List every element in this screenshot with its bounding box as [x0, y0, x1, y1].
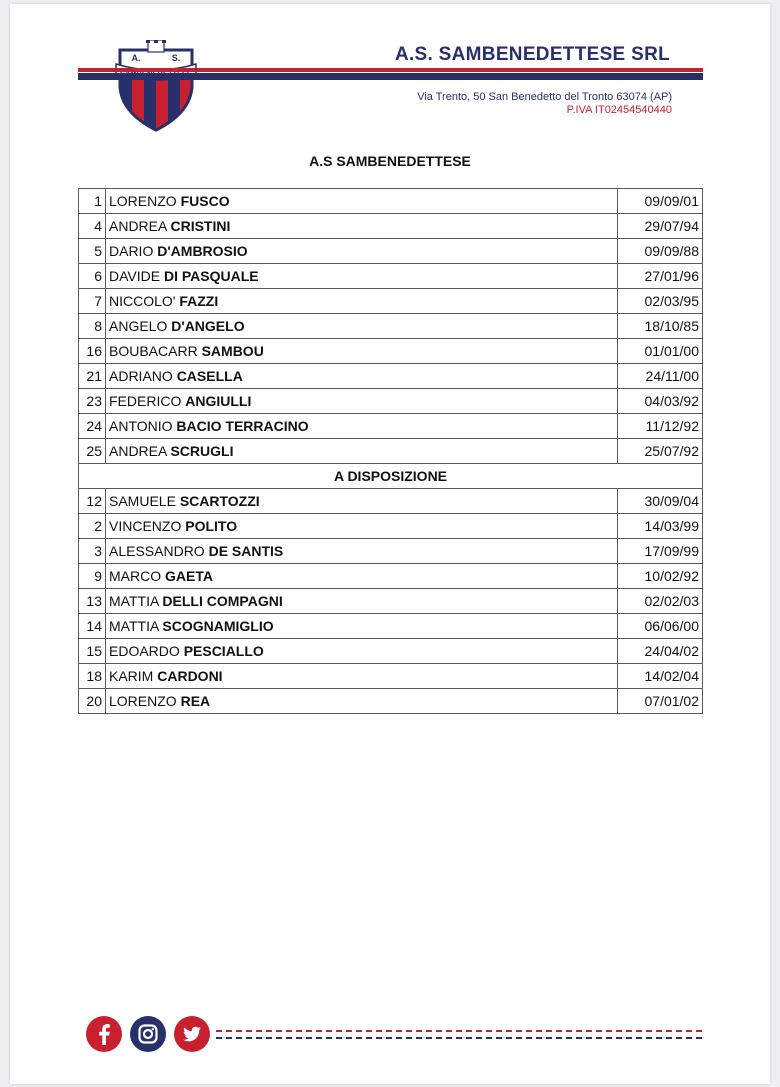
player-birth-date: 09/09/88: [618, 239, 703, 264]
player-number: 23: [79, 389, 106, 414]
player-first-name: ANDREA: [109, 443, 167, 459]
player-last-name: POLITO: [185, 518, 238, 534]
player-last-name: SCRUGLI: [170, 443, 234, 459]
player-first-name: VINCENZO: [109, 518, 182, 534]
player-first-name: FEDERICO: [109, 393, 182, 409]
player-number: 14: [79, 614, 106, 639]
player-name: [106, 364, 618, 389]
player-last-name: GAETA: [165, 568, 213, 584]
player-first-name: ALESSANDRO: [109, 543, 205, 559]
player-last-name: FAZZI: [179, 293, 219, 309]
player-first-name: MATTIA: [109, 618, 159, 634]
player-row: [79, 364, 703, 389]
player-row: [79, 614, 703, 639]
player-last-name: PESCIALLO: [183, 643, 264, 659]
player-name: [106, 289, 618, 314]
player-name: [106, 239, 618, 264]
club-vat-number: P.IVA IT02454540440: [566, 104, 672, 116]
player-birth-date: 11/12/92: [618, 414, 703, 439]
player-number: 5: [79, 239, 106, 264]
player-number: 20: [79, 689, 106, 714]
player-number: 1: [79, 189, 106, 214]
player-last-name: SCOGNAMIGLIO: [162, 618, 274, 634]
player-name: [106, 439, 618, 464]
player-name: [106, 264, 618, 289]
player-name: [106, 589, 618, 614]
player-last-name: BACIO TERRACINO: [176, 418, 309, 434]
player-birth-date: 24/04/02: [618, 639, 703, 664]
player-number: 18: [79, 664, 106, 689]
player-birth-date: 14/03/99: [618, 514, 703, 539]
player-row: [79, 389, 703, 414]
player-first-name: BOUBACARR: [109, 343, 198, 359]
player-last-name: SCARTOZZI: [179, 493, 260, 509]
player-name: [106, 339, 618, 364]
player-birth-date: 07/01/02: [618, 689, 703, 714]
player-name: [106, 189, 618, 214]
facebook-glyph: [86, 1016, 122, 1052]
player-birth-date: 02/03/95: [618, 289, 703, 314]
player-number: 6: [79, 264, 106, 289]
player-name: [106, 314, 618, 339]
player-row: [79, 564, 703, 589]
player-first-name: ANTONIO: [109, 418, 173, 434]
player-last-name: ANGIULLI: [185, 393, 252, 409]
player-row: [79, 214, 703, 239]
player-last-name: REA: [180, 693, 211, 709]
player-birth-date: 14/02/04: [618, 664, 703, 689]
player-number: 4: [79, 214, 106, 239]
player-first-name: LORENZO: [109, 693, 177, 709]
player-row: [79, 489, 703, 514]
player-last-name: DI PASQUALE: [163, 268, 259, 284]
club-name: A.S. SAMBENEDETTESE SRL: [394, 44, 670, 65]
roster-table: [78, 188, 703, 714]
player-last-name: D'ANGELO: [171, 318, 245, 334]
player-first-name: EDOARDO: [109, 643, 180, 659]
player-first-name: MARCO: [109, 568, 162, 584]
bench-section-title: A DISPOSIZIONE: [79, 464, 703, 489]
twitter-icon[interactable]: [174, 1016, 210, 1052]
player-number: 25: [79, 439, 106, 464]
document-page: [10, 4, 770, 1084]
player-row: [79, 639, 703, 664]
player-last-name: FUSCO: [180, 193, 230, 209]
player-birth-date: 10/02/92: [618, 564, 703, 589]
roster-title: A.S SAMBENEDETTESE: [309, 153, 471, 169]
player-last-name: CASELLA: [176, 368, 243, 384]
player-name: [106, 539, 618, 564]
player-first-name: MATTIA: [109, 593, 159, 609]
player-birth-date: 06/06/00: [618, 614, 703, 639]
player-first-name: NICCOLO': [109, 293, 176, 309]
player-birth-date: 04/03/92: [618, 389, 703, 414]
player-row: [79, 589, 703, 614]
header-band-red: [78, 68, 703, 72]
player-name: [106, 614, 618, 639]
player-number: 8: [79, 314, 106, 339]
player-name: [106, 514, 618, 539]
player-name: [106, 214, 618, 239]
instagram-glyph: [130, 1016, 166, 1052]
player-name: [106, 689, 618, 714]
player-number: 12: [79, 489, 106, 514]
player-birth-date: 09/09/01: [618, 189, 703, 214]
header-band-navy: [78, 73, 703, 80]
twitter-glyph: [174, 1016, 210, 1052]
player-row: [79, 289, 703, 314]
player-row: [79, 264, 703, 289]
bench-section-row: [79, 464, 703, 489]
player-number: 7: [79, 289, 106, 314]
player-first-name: DARIO: [109, 243, 154, 259]
player-birth-date: 01/01/00: [618, 339, 703, 364]
player-name: [106, 489, 618, 514]
player-first-name: ANGELO: [109, 318, 168, 334]
player-birth-date: 24/11/00: [618, 364, 703, 389]
player-name: [106, 639, 618, 664]
footer-dashed-line-red: [216, 1030, 702, 1032]
player-first-name: LORENZO: [109, 193, 177, 209]
player-last-name: CRISTINI: [170, 218, 231, 234]
player-row: [79, 539, 703, 564]
player-birth-date: 18/10/85: [618, 314, 703, 339]
player-row: [79, 339, 703, 364]
player-first-name: DAVIDE: [109, 268, 161, 284]
player-row: [79, 414, 703, 439]
player-row: [79, 689, 703, 714]
player-number: 24: [79, 414, 106, 439]
player-name: [106, 564, 618, 589]
player-name: [106, 389, 618, 414]
player-row: [79, 514, 703, 539]
player-first-name: KARIM: [109, 668, 154, 684]
player-last-name: DELLI COMPAGNI: [162, 593, 283, 609]
player-birth-date: 27/01/96: [618, 264, 703, 289]
player-first-name: ANDREA: [109, 218, 167, 234]
player-number: 13: [79, 589, 106, 614]
player-row: [79, 189, 703, 214]
player-birth-date: 30/09/04: [618, 489, 703, 514]
player-number: 15: [79, 639, 106, 664]
player-number: 3: [79, 539, 106, 564]
player-row: [79, 239, 703, 264]
instagram-icon[interactable]: [130, 1016, 166, 1052]
player-birth-date: 29/07/94: [618, 214, 703, 239]
player-last-name: CARDONI: [157, 668, 223, 684]
player-number: 9: [79, 564, 106, 589]
club-crest-logo: [114, 40, 198, 132]
facebook-icon[interactable]: [86, 1016, 122, 1052]
svg-text:S.: S.: [171, 53, 181, 63]
footer-dashed-line-navy: [216, 1037, 702, 1039]
club-address: Via Trento, 50 San Benedetto del Tronto 63074 (AP): [417, 91, 672, 103]
player-name: [106, 664, 618, 689]
svg-text:A.: A.: [131, 53, 141, 63]
player-last-name: DE SANTIS: [208, 543, 284, 559]
player-last-name: D'AMBROSIO: [157, 243, 248, 259]
player-name: [106, 414, 618, 439]
player-number: 16: [79, 339, 106, 364]
player-birth-date: 25/07/92: [618, 439, 703, 464]
player-last-name: SAMBOU: [201, 343, 264, 359]
player-number: 2: [79, 514, 106, 539]
player-birth-date: 02/02/03: [618, 589, 703, 614]
player-birth-date: 17/09/99: [618, 539, 703, 564]
player-row: [79, 439, 703, 464]
player-first-name: SAMUELE: [109, 493, 176, 509]
player-number: 21: [79, 364, 106, 389]
player-first-name: ADRIANO: [109, 368, 173, 384]
player-row: [79, 314, 703, 339]
player-row: [79, 664, 703, 689]
